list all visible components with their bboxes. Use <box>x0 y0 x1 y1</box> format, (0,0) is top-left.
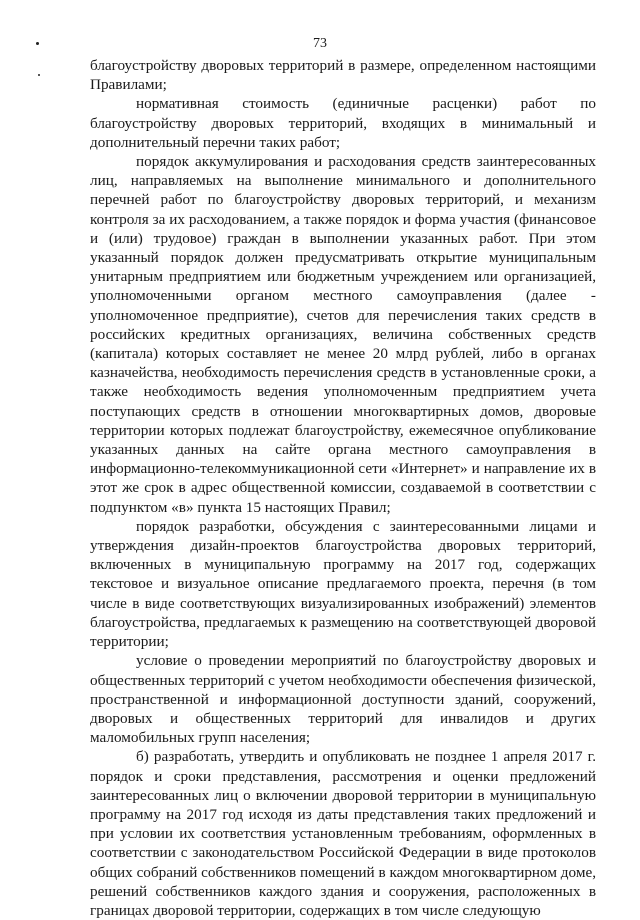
paragraph: нормативная стоимость (единичные расценки) работ по благоустройству дворовых территорий, входящих в минимальный и дополнительный перечни таких работ; <box>90 95 596 151</box>
paragraph: б) разработать, утвердить и опубликовать не позднее 1 апреля 2017 г. порядок и сроки представления, рассмотрения и оценки предложений заинтересованных лиц о включении дворовой территории в муниципальную программу на 2017 год исходя из даты представления таких предложений и при условии их соответствия установленным требованиям, оформленных в соответствии с законодательством Российской Федерации в виде протоколов общих собраний собственников помещений в каждом многоквартирном доме, решений собственников каждого здания и сооружения, расположенных в границах дворовой территории, содержащих в том числе следующую <box>90 748 596 919</box>
paragraph: порядок разработки, обсуждения с заинтересованными лицами и утверждения дизайн-проектов благоустройства дворовых территорий, включенных в муниципальную программу на 2017 год, содержащих текстовое и визуальное описание предлагаемого проекта, перечня (в том числе в виде соответствующих визуализированных изображений) элементов благоустройства, предлагаемых к размещению на соответствующей дворовой территории; <box>90 517 596 651</box>
scan-speck <box>38 74 40 76</box>
page-number: 73 <box>313 36 327 51</box>
paragraph: условие о проведении мероприятий по благоустройству дворовых и общественных территорий с учетом необходимости обеспечения физической, пространственной и информационной доступности зданий, сооружений, дворовых и общественных территорий для инвалидов и других маломобильных групп населения; <box>90 652 596 747</box>
paragraph: благоустройству дворовых территорий в размере, определенном настоящими Правилами; <box>90 57 596 94</box>
body-text <box>90 56 596 920</box>
paragraph: порядок аккумулирования и расходования средств заинтересованных лиц, направляемых на выполнение минимального и дополнительного перечней работ по благоустройству дворовых территорий, и механизм контроля за их расходованием, а также порядок и форма участия (финансовое и (или) трудовое) граждан в выполнении указанных работ. При этом указанный порядок должен предусматривать открытие муниципальным унитарным предприятием или бюджетным учреждением или организацией, уполномоченными органом местного самоуправления (далее - уполномоченное предприятие), счетов для перечисления таких средств в российских кредитных организациях, величина собственных средств (капитала) которых составляет не менее 20 млрд рублей, либо в органах казначейства, необходимость перечисления средств в установленные сроки, а также необходимость ведения уполномоченным предприятием учета поступающих средств в отношении многоквартирных домов, дворовые территории которых подлежат благоустройству, ежемесячное опубликование указанных данных на сайте органа местного самоуправления в информационно-телекоммуникационной сети «Интернет» и направление их в этот же срок в адрес общественной комиссии, создаваемой в соответствии с подпунктом «в» пункта 15 настоящих Правил; <box>90 153 596 516</box>
